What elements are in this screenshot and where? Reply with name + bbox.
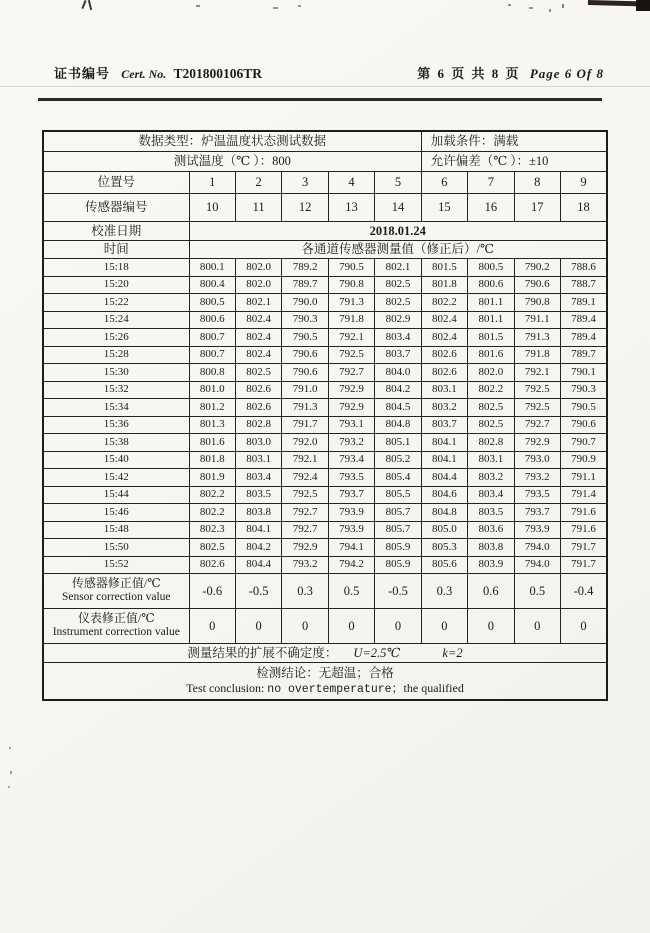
measurement-value-cell: 801.1 bbox=[468, 294, 514, 312]
table-row-measurement bbox=[43, 311, 607, 329]
measurement-value-cell: 790.5 bbox=[282, 329, 328, 347]
measurement-value-cell: 802.0 bbox=[468, 364, 514, 382]
measurement-value-cell: 801.9 bbox=[189, 469, 235, 487]
measurement-value-cell: 800.8 bbox=[189, 364, 235, 382]
measurement-value-cell: 790.1 bbox=[561, 364, 608, 382]
instrument-correction-value-cell: 0 bbox=[468, 609, 514, 644]
measurement-value-cell: 791.1 bbox=[561, 469, 608, 487]
measurement-value-cell: 790.5 bbox=[328, 259, 374, 277]
instrument-correction-label-cell bbox=[43, 609, 189, 644]
measurement-value-cell: 803.0 bbox=[235, 434, 281, 452]
measurement-value-cell: 803.4 bbox=[468, 486, 514, 504]
uncertainty-k-value: k=2 bbox=[442, 645, 463, 660]
cert-label-en: Cert. No. bbox=[121, 67, 167, 81]
measurement-value-cell: 805.4 bbox=[375, 469, 421, 487]
measurement-value-cell: 804.8 bbox=[375, 416, 421, 434]
scan-speck bbox=[562, 4, 564, 8]
instrument-correction-label-en: Instrument correction value bbox=[52, 626, 180, 639]
measurement-value-cell: 802.5 bbox=[468, 399, 514, 417]
measurement-value-cell: 804.1 bbox=[421, 434, 467, 452]
measurement-value-cell: 802.4 bbox=[421, 311, 467, 329]
sensor-correction-value-cell: 0.3 bbox=[282, 574, 328, 609]
measurement-value-cell: 801.8 bbox=[189, 451, 235, 469]
sensor-correction-value-cell: -0.5 bbox=[235, 574, 281, 609]
measurement-value-cell: 801.0 bbox=[189, 381, 235, 399]
measurement-value-cell: 792.5 bbox=[514, 381, 560, 399]
time-cell: 15:32 bbox=[43, 381, 189, 399]
table-row-measurement bbox=[43, 539, 607, 557]
measurement-value-cell: 803.1 bbox=[468, 451, 514, 469]
measurement-value-cell: 802.2 bbox=[189, 504, 235, 522]
measurement-value-cell: 791.6 bbox=[561, 504, 608, 522]
measurement-value-cell: 802.4 bbox=[421, 329, 467, 347]
sensor-correction-value-cell: 0.6 bbox=[468, 574, 514, 609]
instrument-correction-value-cell: 0 bbox=[421, 609, 467, 644]
sensor-correction-value-cell: -0.5 bbox=[375, 574, 421, 609]
scan-speck bbox=[529, 7, 533, 9]
position-number-cell: 8 bbox=[514, 172, 560, 194]
table-row-channel-header bbox=[43, 241, 607, 259]
calibration-date-label-cell: 校准日期 bbox=[43, 222, 189, 241]
measurement-value-cell: 793.5 bbox=[328, 469, 374, 487]
measurement-value-cell: 791.3 bbox=[282, 399, 328, 417]
measurement-value-cell: 791.3 bbox=[328, 294, 374, 312]
measurement-value-cell: 802.4 bbox=[235, 311, 281, 329]
measurement-value-cell: 792.7 bbox=[282, 504, 328, 522]
measurement-value-cell: 792.1 bbox=[282, 451, 328, 469]
measurement-value-cell: 805.1 bbox=[375, 434, 421, 452]
time-label-cell: 时间 bbox=[43, 241, 189, 259]
time-cell: 15:26 bbox=[43, 329, 189, 347]
measurement-value-cell: 805.5 bbox=[375, 486, 421, 504]
measurement-value-cell: 802.9 bbox=[375, 311, 421, 329]
scan-speck bbox=[273, 7, 278, 9]
measurement-value-cell: 788.6 bbox=[561, 259, 608, 277]
sensor-id-cell: 11 bbox=[235, 194, 281, 222]
measurement-value-cell: 804.8 bbox=[421, 504, 467, 522]
measurement-value-cell: 800.6 bbox=[468, 276, 514, 294]
measurement-value-cell: 793.9 bbox=[328, 521, 374, 539]
measurement-value-cell: 792.9 bbox=[514, 434, 560, 452]
time-cell: 15:34 bbox=[43, 399, 189, 417]
measurement-value-cell: 793.2 bbox=[282, 556, 328, 574]
measurement-value-cell: 802.6 bbox=[421, 346, 467, 364]
measurement-value-cell: 804.2 bbox=[235, 539, 281, 557]
table-row-measurement bbox=[43, 346, 607, 364]
measurement-value-cell: 793.7 bbox=[514, 504, 560, 522]
conclusion-zh: 检测结论：无超温；合格 bbox=[256, 666, 394, 681]
measurement-value-cell: 794.0 bbox=[514, 556, 560, 574]
measurement-value-cell: 792.4 bbox=[282, 469, 328, 487]
measurement-value-cell: 792.7 bbox=[328, 364, 374, 382]
table-row-measurement bbox=[43, 276, 607, 294]
measurement-value-cell: 804.4 bbox=[421, 469, 467, 487]
page-number-line bbox=[417, 63, 604, 82]
measurement-value-cell: 793.7 bbox=[328, 486, 374, 504]
sensor-id-cell: 18 bbox=[561, 194, 608, 222]
measurement-value-cell: 791.8 bbox=[328, 311, 374, 329]
time-cell: 15:50 bbox=[43, 539, 189, 557]
measurement-value-cell: 803.1 bbox=[235, 451, 281, 469]
measurement-value-cell: 793.9 bbox=[328, 504, 374, 522]
sensor-id-cell: 12 bbox=[282, 194, 328, 222]
measurement-value-cell: 802.2 bbox=[468, 381, 514, 399]
instrument-correction-value-cell: 0 bbox=[328, 609, 374, 644]
measurement-value-cell: 805.9 bbox=[375, 539, 421, 557]
time-cell: 15:18 bbox=[43, 259, 189, 277]
sensor-correction-label-en: Sensor correction value bbox=[61, 591, 171, 604]
table-row-measurement bbox=[43, 381, 607, 399]
measurement-value-cell: 802.5 bbox=[235, 364, 281, 382]
instrument-correction-label-zh: 仪表修正值/℃ bbox=[77, 611, 155, 626]
table-row-instrument-correction bbox=[43, 609, 607, 644]
measurement-value-cell: 802.2 bbox=[421, 294, 467, 312]
measurement-value-cell: 803.9 bbox=[468, 556, 514, 574]
measurement-value-cell: 803.7 bbox=[421, 416, 467, 434]
time-cell: 15:38 bbox=[43, 434, 189, 452]
measurement-value-cell: 791.7 bbox=[561, 539, 608, 557]
cert-number: T201800106TR bbox=[173, 66, 263, 81]
scan-speck bbox=[549, 9, 551, 12]
measurement-value-cell: 793.2 bbox=[514, 469, 560, 487]
measurement-value-cell: 793.9 bbox=[514, 521, 560, 539]
measurement-value-cell: 802.6 bbox=[421, 364, 467, 382]
measurement-value-cell: 789.2 bbox=[282, 259, 328, 277]
measurement-value-cell: 791.3 bbox=[514, 329, 560, 347]
measurement-value-cell: 792.9 bbox=[282, 539, 328, 557]
measurement-value-cell: 803.5 bbox=[468, 504, 514, 522]
measurement-value-cell: 805.7 bbox=[375, 504, 421, 522]
measurement-value-cell: 789.1 bbox=[561, 294, 608, 312]
table-row-measurement bbox=[43, 329, 607, 347]
measurement-value-cell: 792.5 bbox=[328, 346, 374, 364]
measurement-value-cell: 805.3 bbox=[421, 539, 467, 557]
calibration-date-cell: 2018.01.24 bbox=[189, 222, 607, 241]
measurement-value-cell: 800.5 bbox=[468, 259, 514, 277]
instrument-correction-value-cell: 0 bbox=[282, 609, 328, 644]
measurement-value-cell: 804.4 bbox=[235, 556, 281, 574]
measurement-value-cell: 793.4 bbox=[328, 451, 374, 469]
load-condition-cell: 加载条件：满载 bbox=[421, 131, 607, 152]
measurement-value-cell: 802.4 bbox=[235, 346, 281, 364]
measurement-value-cell: 794.1 bbox=[328, 539, 374, 557]
measurement-value-cell: 791.6 bbox=[561, 521, 608, 539]
position-number-cell: 4 bbox=[328, 172, 374, 194]
measurement-value-cell: 803.8 bbox=[235, 504, 281, 522]
measurement-value-cell: 801.6 bbox=[189, 434, 235, 452]
measurement-value-cell: 801.5 bbox=[468, 329, 514, 347]
table-row-measurement bbox=[43, 434, 607, 452]
measurement-value-cell: 789.4 bbox=[561, 329, 608, 347]
table-row-measurement bbox=[43, 451, 607, 469]
measurement-value-cell: 791.0 bbox=[282, 381, 328, 399]
position-number-cell: 3 bbox=[282, 172, 328, 194]
measurement-value-cell: 789.7 bbox=[561, 346, 608, 364]
sensor-correction-value-cell: -0.4 bbox=[561, 574, 608, 609]
table-row-test-temp bbox=[43, 152, 607, 172]
scan-corner-blob bbox=[636, 0, 650, 11]
sensor-correction-value-cell: 0.5 bbox=[328, 574, 374, 609]
sensor-id-cell: 15 bbox=[421, 194, 467, 222]
measurement-value-cell: 790.8 bbox=[514, 294, 560, 312]
measurement-value-cell: 805.7 bbox=[375, 521, 421, 539]
measurement-value-cell: 802.5 bbox=[375, 276, 421, 294]
measurement-value-cell: 790.2 bbox=[514, 259, 560, 277]
page-info-zh: 第 6 页 共 8 页 bbox=[417, 66, 521, 81]
measurement-value-cell: 803.1 bbox=[421, 381, 467, 399]
measurement-value-cell: 803.2 bbox=[421, 399, 467, 417]
measurement-value-cell: 792.1 bbox=[514, 364, 560, 382]
sensor-correction-value-cell: -0.6 bbox=[189, 574, 235, 609]
time-cell: 15:30 bbox=[43, 364, 189, 382]
sensor-id-cell: 14 bbox=[375, 194, 421, 222]
conclusion-en: Test conclusion: no overtemperature；the qualified bbox=[186, 680, 464, 696]
measurement-value-cell: 802.5 bbox=[375, 294, 421, 312]
table-row-measurement bbox=[43, 364, 607, 382]
measurement-value-cell: 793.5 bbox=[514, 486, 560, 504]
measurement-value-cell: 804.0 bbox=[375, 364, 421, 382]
table-row-measurement bbox=[43, 504, 607, 522]
measurement-value-cell: 801.8 bbox=[421, 276, 467, 294]
cert-label-zh: 证书编号 bbox=[54, 66, 111, 81]
table-row-measurement bbox=[43, 416, 607, 434]
measurement-value-cell: 805.0 bbox=[421, 521, 467, 539]
measurement-value-cell: 805.2 bbox=[375, 451, 421, 469]
measurement-value-cell: 802.8 bbox=[235, 416, 281, 434]
measurement-value-cell: 790.8 bbox=[328, 276, 374, 294]
sensor-id-cell: 10 bbox=[189, 194, 235, 222]
measurement-value-cell: 805.9 bbox=[375, 556, 421, 574]
sensor-correction-label-cell bbox=[43, 574, 189, 609]
table-row-measurement bbox=[43, 521, 607, 539]
time-cell: 15:44 bbox=[43, 486, 189, 504]
measurement-value-cell: 801.3 bbox=[189, 416, 235, 434]
channel-header-cell: 各通道传感器测量值（修正后）/℃ bbox=[189, 241, 607, 259]
table-row-calibration-date bbox=[43, 222, 607, 241]
scan-speck bbox=[298, 5, 301, 7]
table-row-positions bbox=[43, 172, 607, 194]
measurement-value-cell: 790.3 bbox=[282, 311, 328, 329]
instrument-correction-value-cell: 0 bbox=[375, 609, 421, 644]
data-type-cell: 数据类型：炉温温度状态测试数据 bbox=[43, 131, 421, 152]
measurement-value-cell: 792.9 bbox=[328, 381, 374, 399]
scan-speck bbox=[10, 771, 12, 774]
table-row-uncertainty bbox=[43, 644, 607, 663]
measurement-value-cell: 790.5 bbox=[561, 399, 608, 417]
scan-speck bbox=[9, 747, 11, 749]
measurement-value-cell: 802.0 bbox=[235, 259, 281, 277]
scan-speck bbox=[508, 4, 511, 6]
position-number-cell: 9 bbox=[561, 172, 608, 194]
measurement-value-cell: 800.7 bbox=[189, 329, 235, 347]
measurement-value-cell: 800.5 bbox=[189, 294, 235, 312]
instrument-correction-value-cell: 0 bbox=[235, 609, 281, 644]
measurement-value-cell: 791.1 bbox=[514, 311, 560, 329]
uncertainty-u-value: U=2.5℃ bbox=[353, 645, 401, 660]
table-row-sensor-ids bbox=[43, 194, 607, 222]
measurement-value-cell: 802.5 bbox=[468, 416, 514, 434]
measurement-value-cell: 803.4 bbox=[375, 329, 421, 347]
measurement-value-cell: 802.8 bbox=[468, 434, 514, 452]
measurement-value-cell: 802.2 bbox=[189, 486, 235, 504]
certificate-number-line bbox=[54, 63, 262, 82]
measurement-value-cell: 802.1 bbox=[235, 294, 281, 312]
scan-mark bbox=[88, 0, 92, 10]
measurement-value-cell: 803.7 bbox=[375, 346, 421, 364]
measurement-value-cell: 802.6 bbox=[235, 381, 281, 399]
conclusion-cell bbox=[43, 663, 607, 701]
position-number-cell: 5 bbox=[375, 172, 421, 194]
sensor-id-cell: 13 bbox=[328, 194, 374, 222]
position-number-cell: 1 bbox=[189, 172, 235, 194]
time-cell: 15:48 bbox=[43, 521, 189, 539]
position-number-cell: 2 bbox=[235, 172, 281, 194]
measurement-value-cell: 790.6 bbox=[282, 364, 328, 382]
measurement-value-cell: 790.9 bbox=[561, 451, 608, 469]
time-cell: 15:36 bbox=[43, 416, 189, 434]
measurement-value-cell: 792.5 bbox=[514, 399, 560, 417]
table-row-measurement bbox=[43, 399, 607, 417]
table-row-measurement bbox=[43, 486, 607, 504]
measurement-value-cell: 792.7 bbox=[514, 416, 560, 434]
sensor-label-cell: 传感器编号 bbox=[43, 194, 189, 222]
time-cell: 15:52 bbox=[43, 556, 189, 574]
measurement-value-cell: 801.1 bbox=[468, 311, 514, 329]
measurement-value-cell: 789.4 bbox=[561, 311, 608, 329]
instrument-correction-value-cell: 0 bbox=[514, 609, 560, 644]
measurement-value-cell: 791.7 bbox=[561, 556, 608, 574]
measurement-value-cell: 791.4 bbox=[561, 486, 608, 504]
measurement-value-cell: 791.8 bbox=[514, 346, 560, 364]
measurement-value-cell: 802.5 bbox=[189, 539, 235, 557]
uncertainty-label: 测量结果的扩展不确定度： bbox=[187, 645, 338, 660]
table-row-conclusion bbox=[43, 663, 607, 701]
instrument-correction-value-cell: 0 bbox=[561, 609, 608, 644]
measurement-value-cell: 803.6 bbox=[468, 521, 514, 539]
measurement-value-cell: 805.6 bbox=[421, 556, 467, 574]
scan-speck bbox=[8, 786, 10, 788]
allowed-deviation-cell: 允许偏差（℃ ）：±10 bbox=[421, 152, 607, 172]
scan-mark bbox=[81, 0, 86, 9]
time-cell: 15:28 bbox=[43, 346, 189, 364]
sensor-correction-value-cell: 0.5 bbox=[514, 574, 560, 609]
page-info-en: Page 6 Of 8 bbox=[529, 66, 604, 81]
table-row-measurement bbox=[43, 259, 607, 277]
measurement-value-cell: 804.6 bbox=[421, 486, 467, 504]
measurement-value-cell: 803.2 bbox=[468, 469, 514, 487]
measurement-value-cell: 803.5 bbox=[235, 486, 281, 504]
time-cell: 15:46 bbox=[43, 504, 189, 522]
table-row-measurement bbox=[43, 556, 607, 574]
measurement-value-cell: 792.5 bbox=[282, 486, 328, 504]
measurement-value-cell: 801.5 bbox=[421, 259, 467, 277]
time-cell: 15:42 bbox=[43, 469, 189, 487]
measurement-value-cell: 802.6 bbox=[189, 556, 235, 574]
measurement-value-cell: 788.7 bbox=[561, 276, 608, 294]
measurement-value-cell: 801.2 bbox=[189, 399, 235, 417]
header-faint-rule bbox=[0, 86, 650, 87]
measurement-value-cell: 803.8 bbox=[468, 539, 514, 557]
header-rule bbox=[38, 98, 602, 101]
measurement-value-cell: 801.6 bbox=[468, 346, 514, 364]
measurement-value-cell: 800.1 bbox=[189, 259, 235, 277]
sensor-id-cell: 17 bbox=[514, 194, 560, 222]
measurement-value-cell: 790.7 bbox=[561, 434, 608, 452]
table-row-measurement bbox=[43, 469, 607, 487]
uncertainty-cell bbox=[43, 644, 607, 663]
position-label-cell: 位置号 bbox=[43, 172, 189, 194]
measurement-value-cell: 804.1 bbox=[235, 521, 281, 539]
measurement-value-cell: 803.4 bbox=[235, 469, 281, 487]
scan-speck bbox=[196, 5, 200, 7]
measurement-value-cell: 800.7 bbox=[189, 346, 235, 364]
measurement-value-cell: 802.6 bbox=[235, 399, 281, 417]
measurement-value-cell: 792.1 bbox=[328, 329, 374, 347]
measurement-value-cell: 802.3 bbox=[189, 521, 235, 539]
measurement-value-cell: 789.7 bbox=[282, 276, 328, 294]
position-number-cell: 6 bbox=[421, 172, 467, 194]
measurement-value-cell: 794.0 bbox=[514, 539, 560, 557]
test-temperature-cell: 测试温度（℃ ）：800 bbox=[43, 152, 421, 172]
measurement-value-cell: 790.6 bbox=[514, 276, 560, 294]
table-row-measurement bbox=[43, 294, 607, 312]
measurement-value-cell: 804.2 bbox=[375, 381, 421, 399]
measurement-value-cell: 793.2 bbox=[328, 434, 374, 452]
time-cell: 15:22 bbox=[43, 294, 189, 312]
sensor-id-cell: 16 bbox=[468, 194, 514, 222]
measurement-value-cell: 790.6 bbox=[561, 416, 608, 434]
measurement-value-cell: 800.6 bbox=[189, 311, 235, 329]
measurement-value-cell: 804.5 bbox=[375, 399, 421, 417]
sensor-correction-label-zh: 传感器修正值/℃ bbox=[71, 576, 161, 591]
measurement-value-cell: 792.0 bbox=[282, 434, 328, 452]
measurement-value-cell: 804.1 bbox=[421, 451, 467, 469]
time-cell: 15:20 bbox=[43, 276, 189, 294]
measurement-table bbox=[42, 130, 608, 701]
table-row-sensor-correction bbox=[43, 574, 607, 609]
sensor-correction-value-cell: 0.3 bbox=[421, 574, 467, 609]
position-number-cell: 7 bbox=[468, 172, 514, 194]
measurement-value-cell: 790.6 bbox=[282, 346, 328, 364]
measurement-value-cell: 790.0 bbox=[282, 294, 328, 312]
measurement-value-cell: 802.4 bbox=[235, 329, 281, 347]
measurement-value-cell: 790.3 bbox=[561, 381, 608, 399]
measurement-value-cell: 800.4 bbox=[189, 276, 235, 294]
measurement-value-cell: 794.2 bbox=[328, 556, 374, 574]
measurement-value-cell: 793.1 bbox=[328, 416, 374, 434]
table-row-data-type bbox=[43, 131, 607, 152]
measurement-value-cell: 791.7 bbox=[282, 416, 328, 434]
measurement-value-cell: 802.1 bbox=[375, 259, 421, 277]
measurement-value-cell: 802.0 bbox=[235, 276, 281, 294]
measurement-value-cell: 792.9 bbox=[328, 399, 374, 417]
time-cell: 15:24 bbox=[43, 311, 189, 329]
measurement-value-cell: 792.7 bbox=[282, 521, 328, 539]
measurement-value-cell: 793.0 bbox=[514, 451, 560, 469]
instrument-correction-value-cell: 0 bbox=[189, 609, 235, 644]
time-cell: 15:40 bbox=[43, 451, 189, 469]
